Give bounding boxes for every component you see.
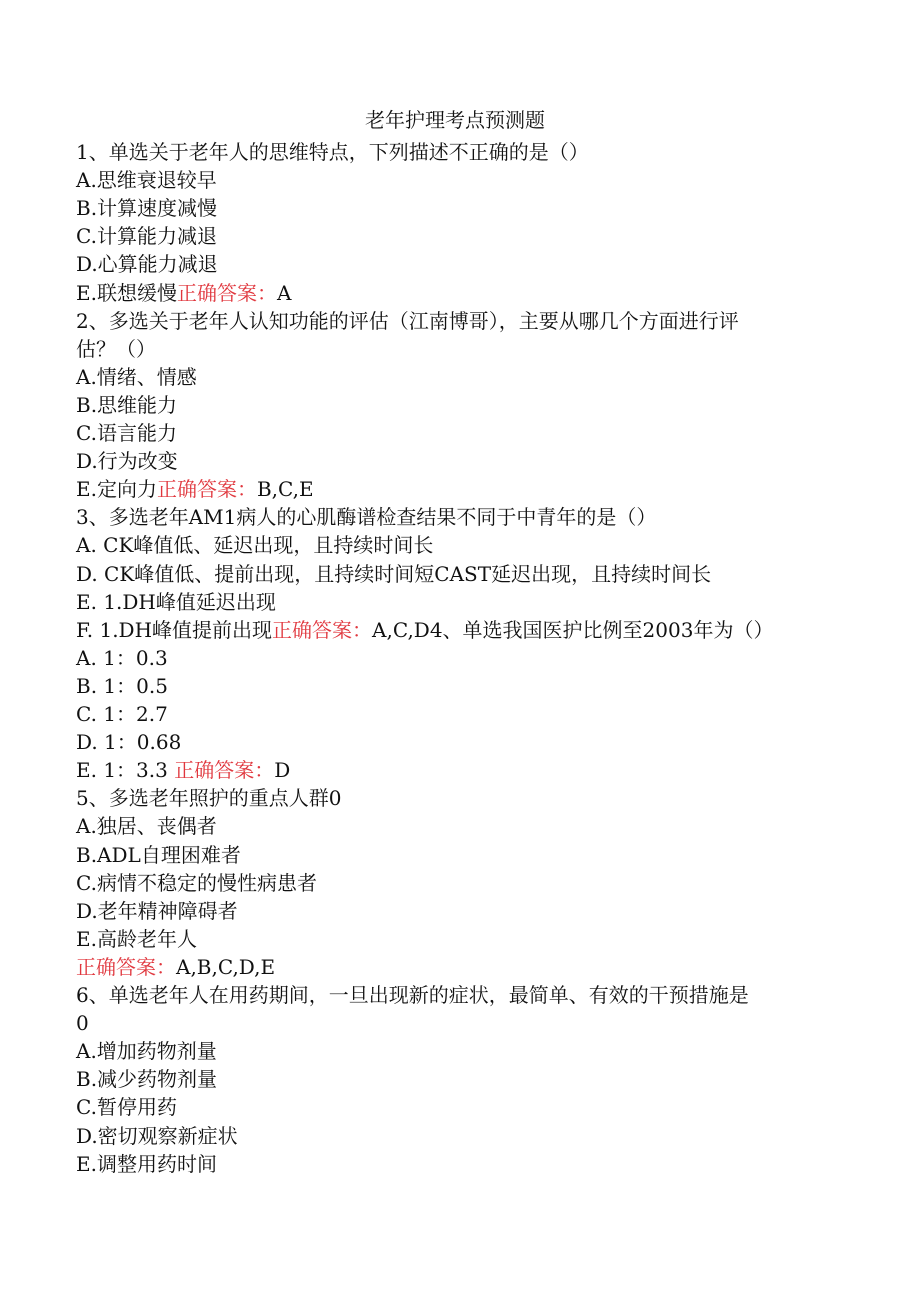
line-text: E.定向力 bbox=[76, 477, 157, 502]
text-line bbox=[76, 756, 836, 784]
line-text: F. 1.DH峰值提前出现 bbox=[76, 617, 273, 642]
answer-value: D bbox=[274, 758, 291, 783]
line-text: D.老年精神障碍者 bbox=[76, 898, 238, 923]
text-line bbox=[76, 475, 836, 503]
line-text: 5、多选老年照护的重点人群0 bbox=[76, 786, 342, 811]
answer-value: A,C,D4、单选我国医护比例至2003年为（） bbox=[372, 617, 774, 642]
answer-label: 正确答案： bbox=[156, 477, 257, 502]
answer-label: 正确答案： bbox=[176, 280, 277, 305]
line-text: 2、多选关于老年人认知功能的评估（江南博哥），主要从哪几个方面进行评 bbox=[76, 308, 739, 333]
answer-value: B,C,E bbox=[256, 477, 314, 502]
text-line bbox=[76, 447, 836, 475]
line-text: D.密切观察新症状 bbox=[76, 1123, 238, 1148]
line-text: B.ADL自理困难者 bbox=[76, 842, 241, 867]
line-text: C. 1：2.7 bbox=[76, 702, 168, 726]
line-text: 6、单选老年人在用药期间，一旦出现新的症状，最简单、有效的干预措施是 bbox=[76, 983, 749, 1007]
line-text: B.思维能力 bbox=[76, 392, 178, 417]
line-text: E. 1：3.3 bbox=[76, 758, 175, 783]
answer-value: A,B,C,D,E bbox=[176, 954, 276, 979]
text-line bbox=[76, 1122, 836, 1150]
text-line bbox=[76, 644, 836, 672]
line-text: C.病情不稳定的慢性病患者 bbox=[76, 870, 317, 895]
text-line bbox=[76, 250, 836, 278]
line-text: A.独居、丧偶者 bbox=[76, 814, 217, 839]
line-text: B.减少药物剂量 bbox=[76, 1067, 218, 1092]
line-text: E.调整用药时间 bbox=[76, 1151, 217, 1176]
page-title: 老年护理考点预测题 bbox=[365, 108, 545, 132]
text-line bbox=[76, 307, 836, 335]
text-line bbox=[76, 897, 836, 925]
line-text: D. CK峰值低、提前出现，且持续时间短CAST延迟出现，且持续时间长 bbox=[76, 561, 712, 586]
text-line bbox=[76, 1037, 836, 1065]
text-line bbox=[76, 1009, 836, 1037]
text-line bbox=[76, 953, 836, 981]
line-text: 3、多选老年AM1病人的心肌酶谱检查结果不同于中青年的是（） bbox=[76, 505, 657, 530]
text-line bbox=[76, 419, 836, 447]
line-text: E. 1.DH峰值延迟出现 bbox=[76, 589, 276, 614]
text-line bbox=[76, 1150, 836, 1178]
text-line bbox=[76, 503, 836, 531]
answer-label: 正确答案： bbox=[272, 617, 373, 642]
text-line bbox=[76, 335, 836, 363]
line-text: D.心算能力减退 bbox=[76, 252, 218, 277]
line-text: C.暂停用药 bbox=[76, 1095, 177, 1120]
line-text: D. 1：0.68 bbox=[76, 730, 182, 755]
text-line bbox=[76, 194, 836, 222]
text-line bbox=[76, 812, 836, 840]
text-line bbox=[76, 391, 836, 419]
text-line bbox=[76, 981, 836, 1009]
text-line bbox=[76, 363, 836, 391]
line-text: A.增加药物剂量 bbox=[76, 1039, 217, 1064]
line-text: A. CK峰值低、延迟出现，且持续时间长 bbox=[76, 533, 434, 558]
text-line bbox=[76, 784, 836, 812]
answer-label: 正确答案： bbox=[76, 954, 176, 979]
line-text: A.思维衰退较早 bbox=[76, 168, 217, 193]
line-text: 0 bbox=[76, 1011, 89, 1036]
line-text: A. 1：0.3 bbox=[76, 645, 168, 670]
line-text: 估？（） bbox=[76, 336, 156, 361]
line-text: A.情绪、情感 bbox=[76, 364, 197, 389]
text-line bbox=[76, 588, 836, 616]
text-line bbox=[76, 869, 836, 897]
line-text: 1、单选关于老年人的思维特点，下列描述不正确的是（） bbox=[76, 140, 589, 164]
text-line bbox=[76, 728, 836, 756]
text-line bbox=[76, 1065, 836, 1093]
text-line bbox=[76, 166, 836, 194]
text-line bbox=[76, 841, 836, 869]
text-line bbox=[76, 279, 836, 307]
line-text: B. 1：0.5 bbox=[76, 673, 168, 698]
line-text: C.语言能力 bbox=[76, 421, 177, 445]
text-line bbox=[76, 138, 836, 166]
answer-label: 正确答案： bbox=[174, 758, 275, 783]
text-line bbox=[76, 222, 836, 250]
answer-value: A bbox=[276, 280, 292, 305]
line-text: C.计算能力减退 bbox=[76, 224, 217, 249]
text-line bbox=[76, 925, 836, 953]
line-text: E.高龄老年人 bbox=[76, 926, 197, 951]
text-line bbox=[76, 1093, 836, 1121]
text-line bbox=[76, 700, 836, 728]
line-text: E.联想缓慢 bbox=[76, 280, 177, 305]
line-text: D.行为改变 bbox=[76, 449, 178, 474]
text-line bbox=[76, 672, 836, 700]
text-line bbox=[76, 616, 836, 644]
text-line bbox=[76, 560, 836, 588]
text-line bbox=[76, 531, 836, 559]
line-text: B.计算速度减慢 bbox=[76, 196, 218, 221]
